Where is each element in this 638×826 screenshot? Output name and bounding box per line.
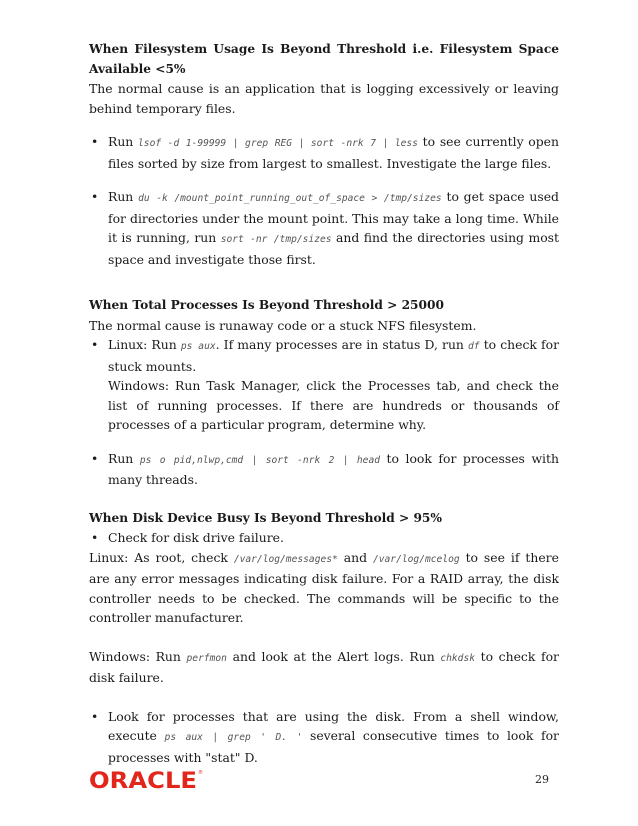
command-perfmon: perfmon xyxy=(186,652,227,664)
list-item: • Linux: Run ps aux. If many processes are in status D, run df to check for stuck mounts. Windows: Run Task Manager, click the Processes tab, and check the list of running processes. If there are hundreds or thousands of processes of a particular program, determine why. xyxy=(89,335,559,435)
path-mcelog: /var/log/mcelog xyxy=(372,553,460,565)
linux-disk-paragraph: Linux: As root, check /var/log/messages* and /var/log/mcelog to see if there are any error messages indicating disk failure. For a RAID array, the disk controller needs to be checked. The commands will be specific to the controller manufacturer. xyxy=(89,549,559,625)
bullet-list-filesystem xyxy=(89,132,559,269)
list-item: • Look for processes that are using the disk. From a shell window, execute ps aux | grep ' D. ' several consecutive times to look for processes with "stat" D. xyxy=(89,707,559,768)
windows-disk-paragraph: Windows: Run perfmon and look at the Alert logs. Run chkdsk to check for disk failure. xyxy=(89,648,559,685)
command-ps-grep: ps aux | grep ' D. ' xyxy=(164,732,303,743)
section-heading-processes: When Total Processes Is Beyond Threshold > 25000 xyxy=(89,298,444,312)
page-number: 29 xyxy=(535,773,549,786)
bullet-list-processes xyxy=(89,335,559,490)
command-ps-nlwp: ps o pid,nlwp,cmd | sort -nrk 2 | head xyxy=(139,454,381,466)
bullet-list-disk xyxy=(89,528,559,548)
path-messages: /var/log/messages* xyxy=(233,553,338,565)
section-intro-processes: The normal cause is runaway code or a stuck NFS filesystem. xyxy=(89,317,477,333)
command-lsof: lsof -d 1-99999 | grep REG | sort -nrk 7 | less xyxy=(138,138,418,149)
list-item: • Run lsof -d 1-99999 | grep REG | sort -nrk 7 | less to see currently open files sorted by size from largest to smallest. Investigate the large files. xyxy=(89,132,559,173)
section-intro-filesystem: The normal cause is an application that is logging excessively or leaving behind temporary files. xyxy=(89,81,559,116)
section-heading-filesystem: When Filesystem Usage Is Beyond Threshold i.e. Filesystem Space Available <5% xyxy=(89,42,559,76)
list-item: • Run du -k /mount_point_running_out_of_space > /tmp/sizes to get space used for directories under the mount point. This may take a long time. While it is running, run sort -nr /tmp/sizes and find the directories using most space and investigate those first. xyxy=(89,187,559,269)
list-item: • Check for disk drive failure. xyxy=(89,528,559,548)
registered-mark: ® xyxy=(198,770,203,776)
section-heading-disk: When Disk Device Busy Is Beyond Threshold > 95% xyxy=(89,510,442,525)
command-du: du -k /mount_point_running_out_of_space > /tmp/sizes xyxy=(138,193,442,204)
command-sort: sort -nr /tmp/sizes xyxy=(220,234,332,245)
command-ps-aux: ps aux xyxy=(180,341,216,352)
oracle-logo xyxy=(89,767,203,791)
command-chkdsk: chkdsk xyxy=(440,652,475,664)
command-df: df xyxy=(468,341,480,352)
bullet-list-disk-2 xyxy=(89,707,559,768)
document-body xyxy=(89,40,559,767)
list-item: • Run ps o pid,nlwp,cmd | sort -nrk 2 | head to look for processes with many threads. xyxy=(89,449,559,490)
windows-note: Windows: Run Task Manager, click the Processes tab, and check the list of running processes. If there are hundreds or thousands of processes of a particular program, determine why. xyxy=(108,378,559,432)
oracle-logo-text: ORACLE xyxy=(89,768,197,791)
